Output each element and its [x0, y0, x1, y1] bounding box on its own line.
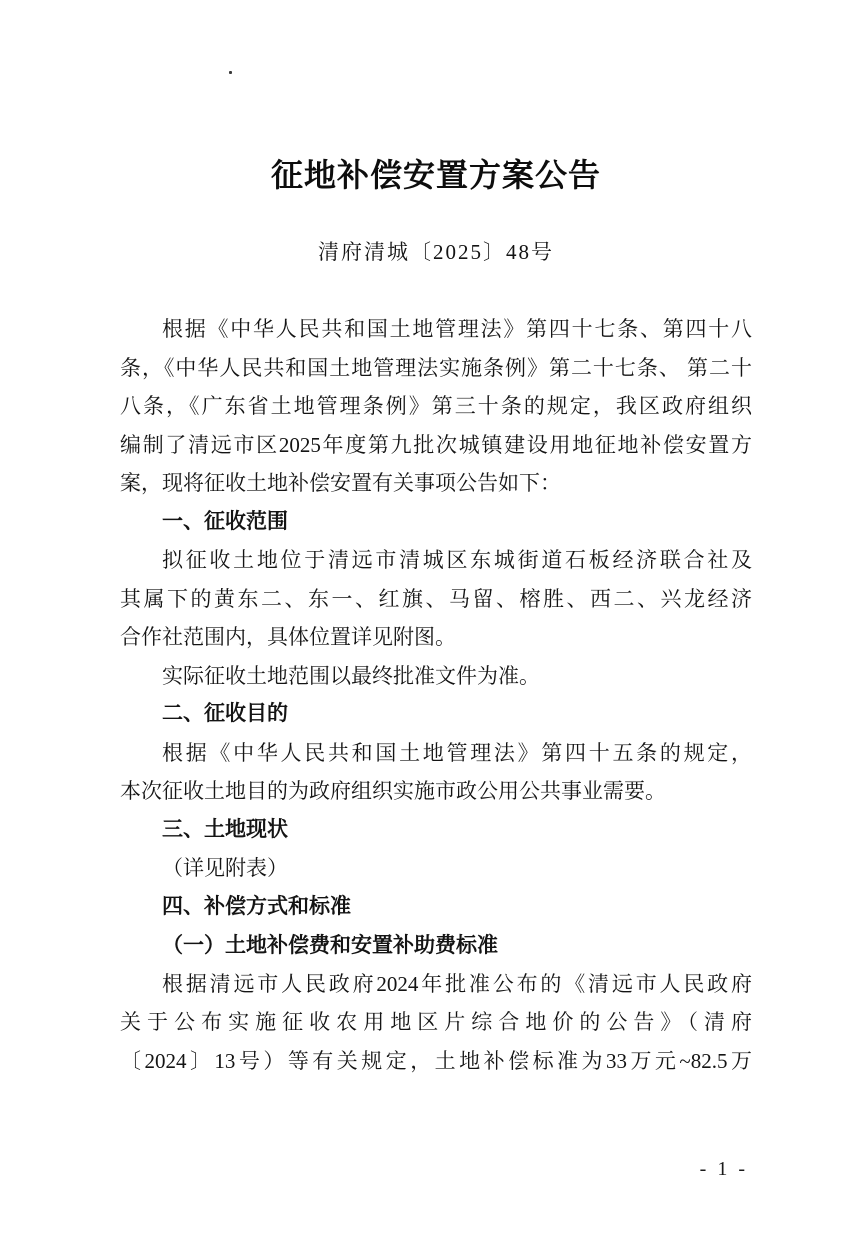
document-body — [120, 310, 752, 1080]
body-line: 根据《中华人民共和国土地管理法》第四十五条的规定， — [162, 740, 752, 765]
section-4-sub-heading: （一）土地补偿费和安置补助费标准 — [162, 933, 498, 957]
intro-line: 根据《中华人民共和国土地管理法》第四十七条、第四十八 — [162, 317, 752, 341]
body-line: 本次征收土地目的为政府组织实施市政公用公共事业需要。 — [120, 779, 666, 803]
section-4-heading: 四、补偿方式和标准 — [162, 894, 351, 918]
body-line: （详见附表） — [162, 856, 288, 880]
body-line: 拟征收土地位于清远市清城区东城街道石板经济联合社及 — [162, 548, 752, 572]
page-number: - 1 - — [699, 1158, 748, 1180]
section-2-heading: 二、征收目的 — [162, 702, 288, 725]
intro-line: 八条，《广东省土地管理条例》第三十条的规定，我区政府组织 — [120, 394, 752, 418]
section-1-heading: 一、征收范围 — [162, 509, 288, 533]
body-line: 实际征收土地范围以最终批准文件为准。 — [162, 663, 540, 688]
section-3-heading: 三、土地现状 — [162, 817, 288, 841]
body-line: 根据清远市人民政府2024年批准公布的《清远市人民政府 — [162, 971, 752, 996]
intro-line: 编制了清远市区2025年度第九批次城镇建设用地征地补偿安置方 — [120, 432, 752, 457]
scan-artifact-dot — [229, 71, 232, 74]
intro-line: 案，现将征收土地补偿安置有关事项公告如下： — [120, 471, 561, 495]
body-line: 其属下的黄东二、东一、红旗、马留、榕胜、西二、兴龙经济 — [120, 586, 752, 611]
body-line: 〔2024〕13号）等有关规定，土地补偿标准为33万元~82.5万 — [120, 1048, 752, 1073]
intro-line: 条，《中华人民共和国土地管理法实施条例》第二十七条、 第二十 — [120, 355, 752, 380]
page-title: 征地补偿安置方案公告 — [270, 157, 601, 193]
body-line: 关于公布实施征收农用地区片综合地价的公告》（清府 — [120, 1010, 752, 1034]
doc-number: 清府清城〔2025〕48号 — [318, 240, 554, 264]
body-line: 合作社范围内，具体位置详见附图。 — [120, 625, 456, 649]
